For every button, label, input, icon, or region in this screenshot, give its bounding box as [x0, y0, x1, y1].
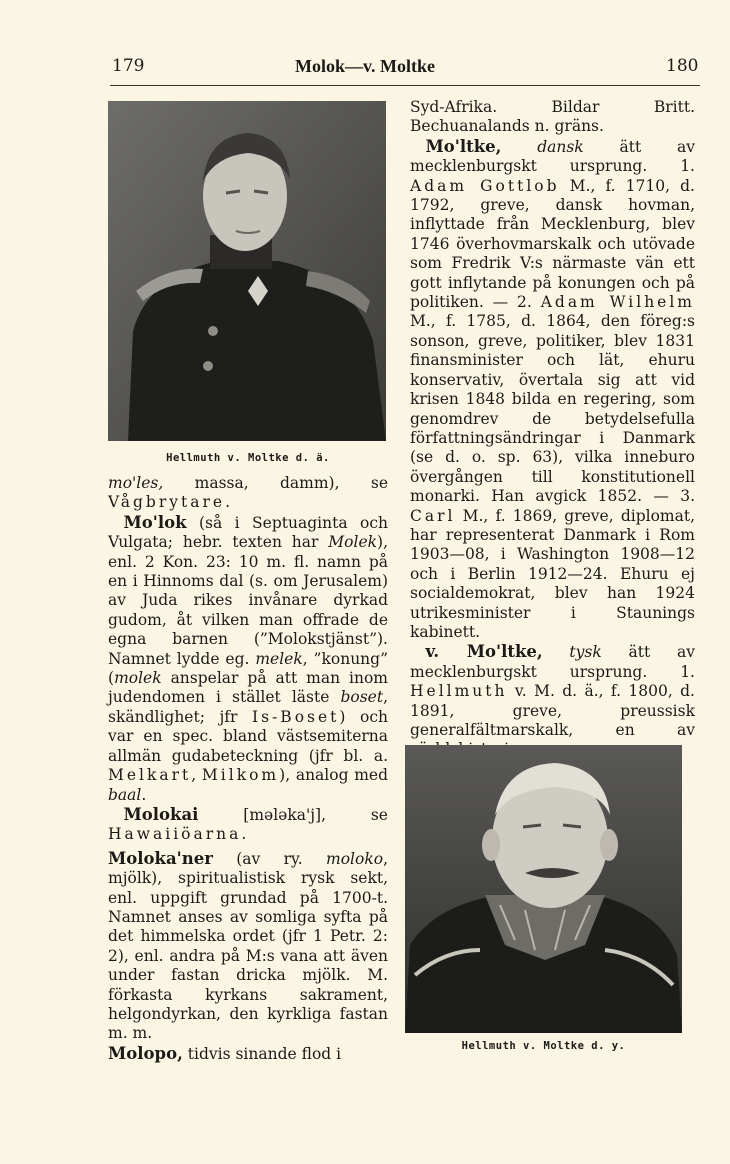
entry-continuation-right: Syd-Afrika. Bildar Britt. Bechuanalands n. gräns. [410, 98, 695, 136]
caption-moltke-younger: Hellmuth v. Moltke d. y. [461, 1040, 626, 1052]
headword-moltke-dansk: Mo'ltke, [425, 136, 502, 156]
entry-molokaner: Moloka'ner (av ry. moloko, mjölk), spiritualistisk rysk sekt, enl. uppgift grundad på 1700-t. Namnet anses av somliga syfta på det himmelska ordet (jfr 1 Petr. 2: 2), enl. andra på M:s vana att även under fastan dricka mjölk. M. förkasta kyrkans sakrament, helgondyrkan, den kyrkliga fastan m. m. [108, 848, 388, 1043]
entry-molokai: Molokai [mələka'j], se Hawaiiöarna. [108, 804, 388, 844]
entry-moltke-tysk: v. Mo'ltke, tysk ätt av mecklenburgskt ursprung. 1. Hellmuth v. M. d. ä., f. 1800, d. 1891, greve, preussisk generalfältmarskalk, en av [410, 642, 695, 739]
portrait-moltke-elder-image [108, 101, 386, 441]
portrait-moltke-elder [108, 101, 386, 441]
portrait-moltke-younger-image [405, 745, 682, 1033]
running-head-title: Molok—v. Moltke [295, 56, 435, 76]
entry-moltke-dansk: Mo'ltke, dansk ätt av mecklenburgskt ursprung. 1. Adam Gottlob M., f. 1710, d. 1792, greve, dansk hovman, inflyttade från Mecklenburg, blev 1746 överhovmarskalk och utövade som Fredrik V:s närmaste vän ett gott inflytande på konungen och på politiken. — 2. Adam Wilhelm M., f. 1785, d. 1864, den föreg:s sonson, greve, politiker, blev 1831 finansminister och lät, ehuru konservativ, övertala sig att vid krisen 1848 bilda en regering, som genomdrev de betydelsefulla författningsändringar i Danmark (se d. o. sp. 63), vilka inneburo övergången till konstitutionell monarki. Han avgick 1852. — 3. Carl M., f. 1869, greve, diplomat, har representerat Danmark i Rom 1903—08, i Washington 1908—12 och i Berlin 1912—24. Ehuru ej socialdemokrat, blev han 1924 utrikesminister i Staunings kabinett. [410, 136, 695, 641]
headword-moltke-tysk: v. Mo'ltke, [425, 642, 543, 662]
header-rule [110, 85, 700, 86]
entry-molok: Mo'lok (så i Septuaginta och Vulgata; hebr. texten har Molek), enl. 2 Kon. 23: 10 m. fl. namn på en i Hinnoms dal (s. om Jerusalem) av Juda rikes invånare dyrkad gudom, åt vilken man offrade de egna barnen (”Molokstjänst”). Namnet lydde eg. melek, ”konung” (molek anspelar på att man inom judendomen i stället läste boset, skändlighet; jfr Is-Boset) och var en spec. bland västsemiterna allmän gudabeteckning (jfr bl. a. Melkart, Milkom), analog med baal. [108, 512, 388, 804]
headword-molokai: Molokai [123, 804, 199, 824]
page-number-right: 180 [666, 56, 699, 76]
headword-molopo: Molopo, [108, 1043, 183, 1063]
left-column [108, 474, 388, 1064]
entry-continuation-left: mo'les, massa, damm), se Vågbrytare. [108, 474, 388, 512]
headword-molok: Mo'lok [123, 512, 187, 532]
portrait-moltke-younger [405, 745, 682, 1033]
page-number-left: 179 [112, 56, 145, 76]
caption-moltke-elder: Hellmuth v. Moltke d. ä. [166, 452, 330, 464]
headword-molokaner: Moloka'ner [108, 848, 213, 868]
entry-molopo: Molopo, tidvis sinande flod i [108, 1043, 342, 1063]
right-column [410, 98, 695, 760]
